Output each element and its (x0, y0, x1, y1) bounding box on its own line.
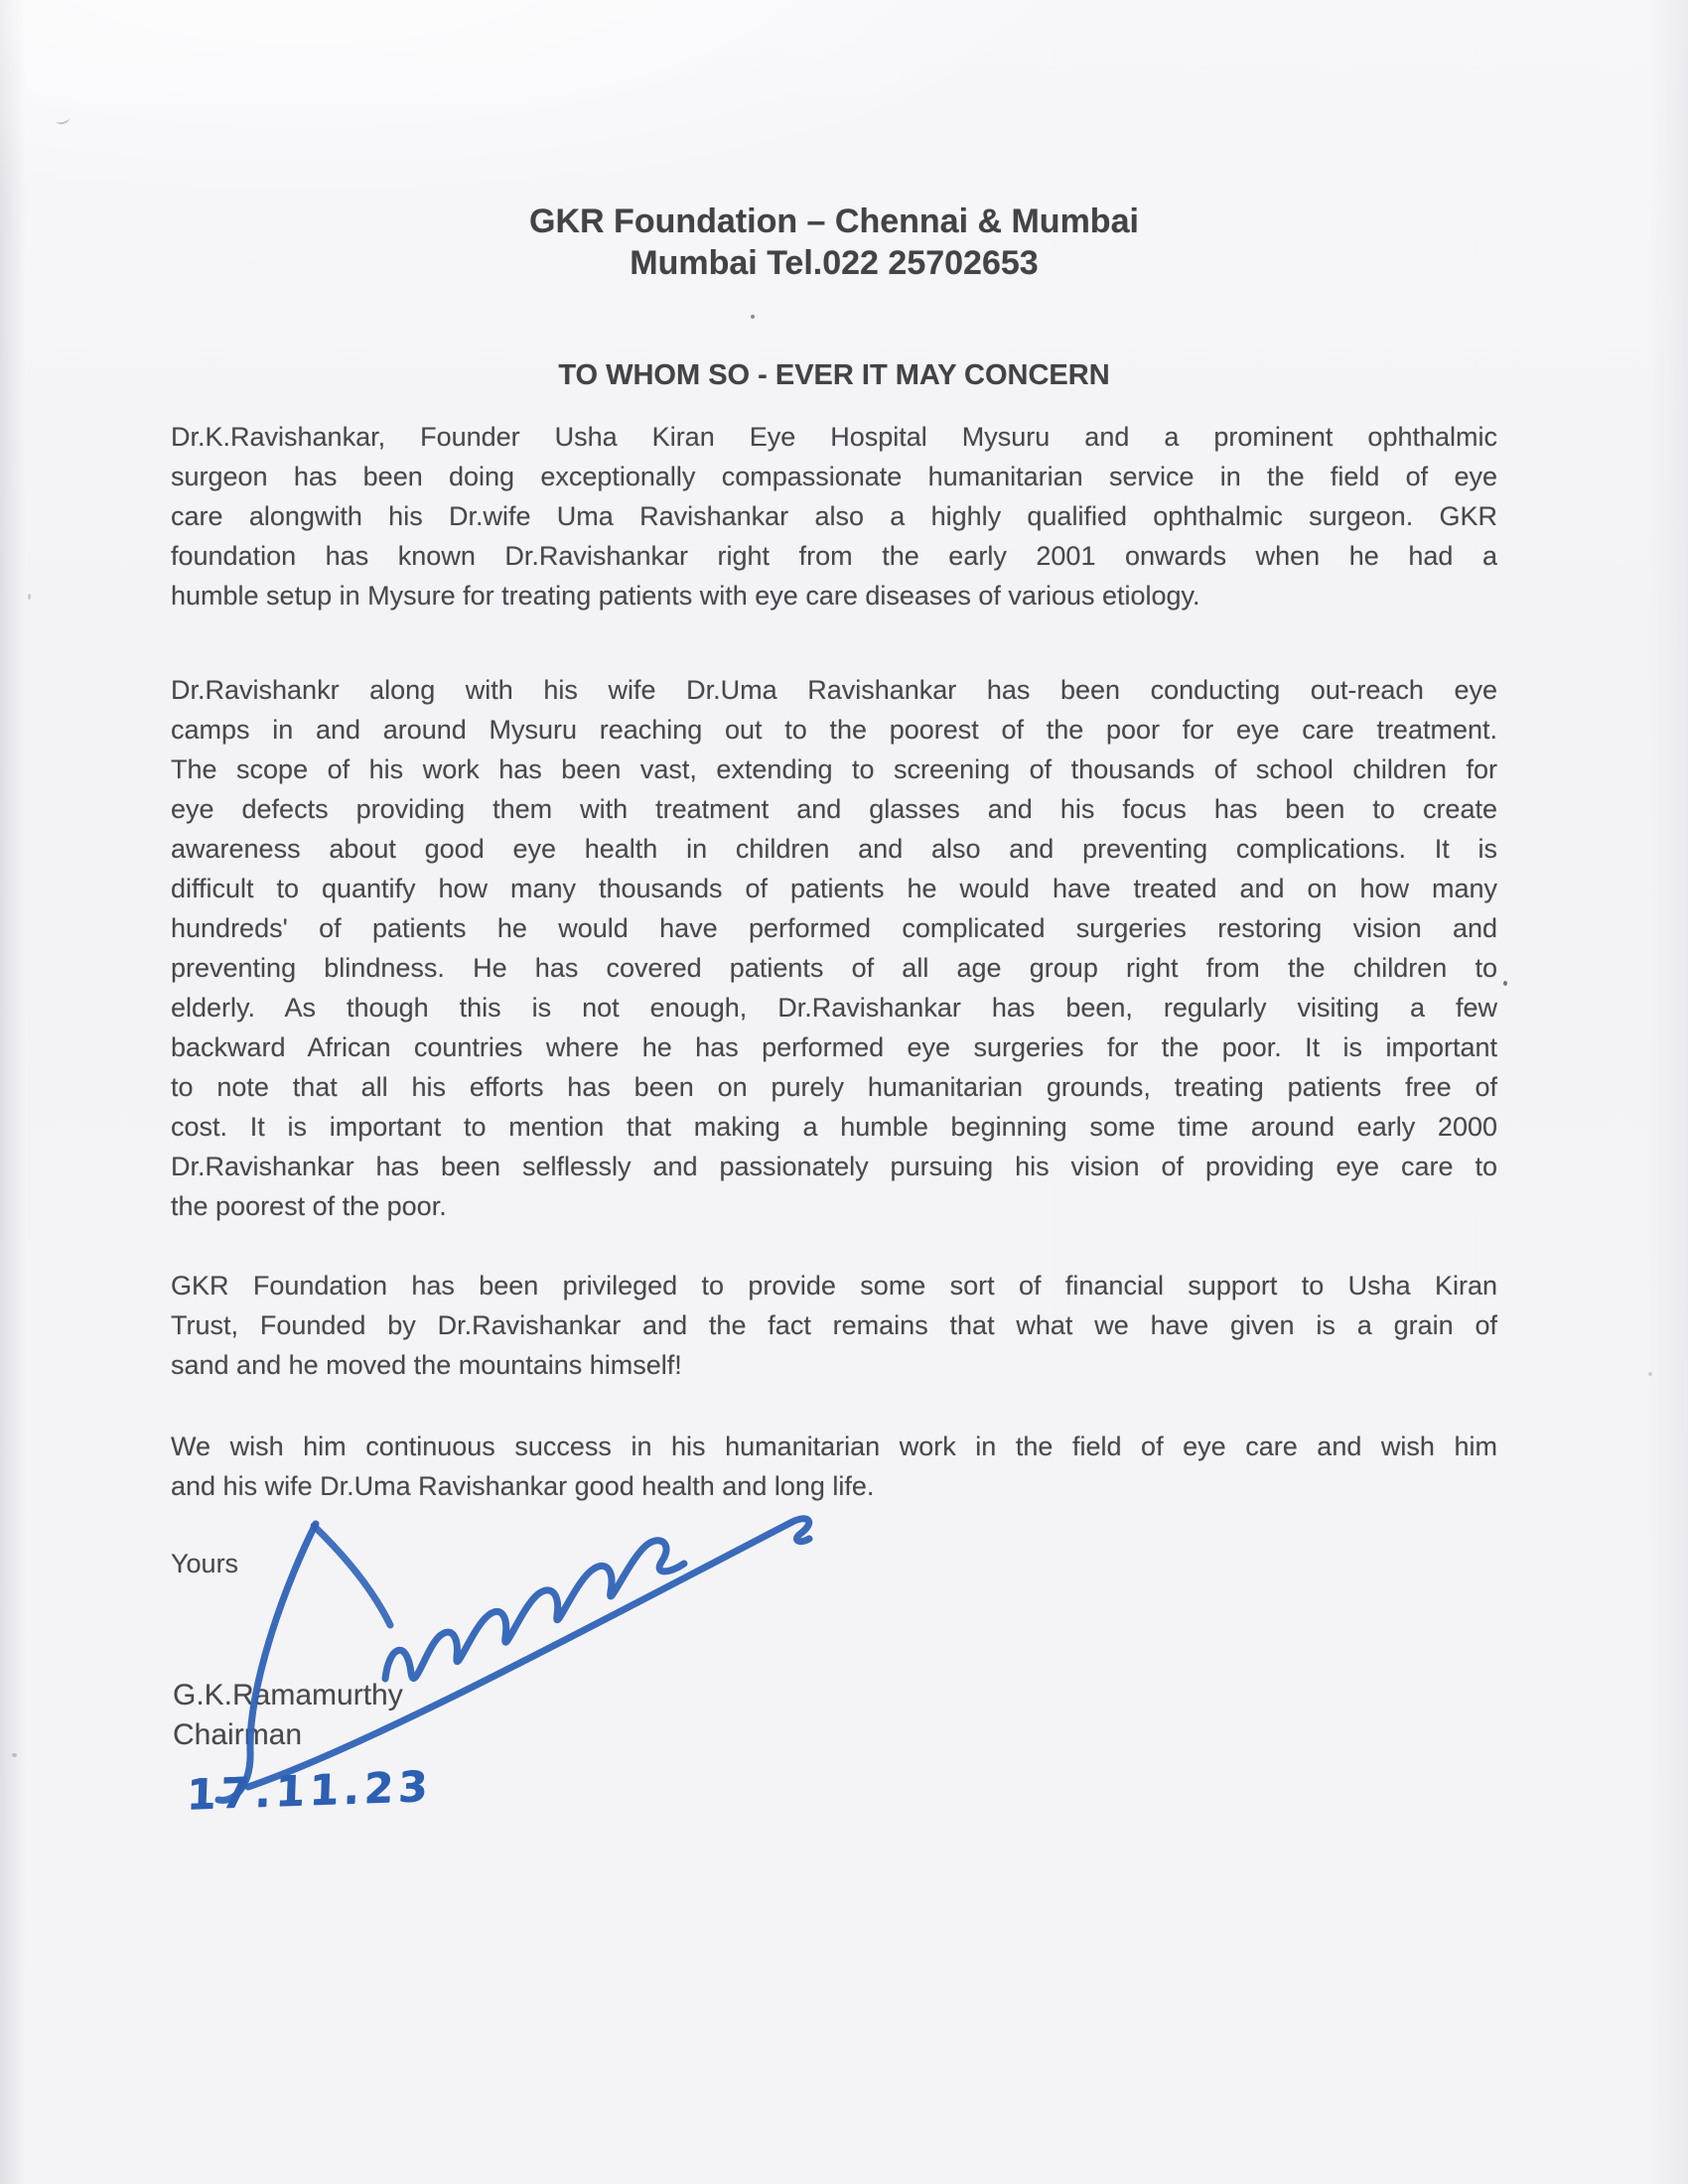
letter-line: preventing blindness. He has covered patients of all age group right from the children to (171, 953, 1497, 983)
letterhead-title: GKR Foundation – Chennai & Mumbai (529, 203, 1139, 240)
letter-line: We wish him continuous success in his humanitarian work in the field of eye care and wish him (171, 1432, 1497, 1461)
signer-title: Chairman (173, 1718, 303, 1751)
handwritten-date: 17.11.23 (186, 1761, 434, 1820)
letter-line: the poorest of the poor. (171, 1191, 447, 1221)
scan-artifact-speck (1648, 1372, 1652, 1376)
letter-line: hundreds' of patients he would have performed complicated surgeries restoring vision and (171, 913, 1497, 943)
scan-artifact-dot (751, 315, 755, 319)
scan-artifact-squiggle (55, 113, 70, 125)
letter-line: Dr.Ravishankr along with his wife Dr.Uma Ravishankar has been conducting out-reach eye (171, 675, 1497, 705)
scan-artifact-speck (12, 1753, 17, 1757)
paragraph (171, 670, 1497, 1226)
letter-line: The scope of his work has been vast, extending to screening of thousands of school children for (171, 754, 1497, 784)
letter-line: care alongwith his Dr.wife Uma Ravishankar also a highly qualified ophthalmic surgeon. GKR (171, 501, 1497, 531)
letter-line: to note that all his efforts has been on purely humanitarian grounds, treating patients free of (171, 1072, 1497, 1102)
letter-line: GKR Foundation has been privileged to provide some sort of financial support to Usha Kiran (171, 1271, 1497, 1300)
scan-artifact-dot (1503, 981, 1507, 986)
letter-line: and his wife Dr.Uma Ravishankar good health and long life. (171, 1471, 875, 1501)
letter-line: sand and he moved the mountains himself! (171, 1350, 682, 1380)
paragraph (171, 417, 1497, 615)
letterhead (171, 201, 1497, 284)
letter-line: backward African countries where he has performed eye surgeries for the poor. It is important (171, 1032, 1497, 1062)
letter-line: awareness about good eye health in children and also and preventing complications. It is (171, 834, 1497, 864)
letter-line: humble setup in Mysure for treating patients with eye care diseases of various etiology. (171, 581, 1200, 611)
closing-word: Yours (171, 1549, 239, 1578)
paragraph (171, 1266, 1497, 1385)
letter-line: elderly. As though this is not enough, Dr.Ravishankar has been, regularly visiting a few (171, 993, 1497, 1023)
letter-line: cost. It is important to mention that making a humble beginning some time around early 2000 (171, 1112, 1497, 1142)
letter-line: eye defects providing them with treatment and glasses and his focus has been to create (171, 794, 1497, 824)
letter-line: foundation has known Dr.Ravishankar right from the early 2001 onwards when he had a (171, 541, 1497, 571)
letter-line: Trust, Founded by Dr.Ravishankar and the fact remains that what we have given is a grain of (171, 1310, 1497, 1340)
scan-artifact-speck (28, 594, 31, 600)
letter-line: Dr.K.Ravishankar, Founder Usha Kiran Eye Hospital Mysuru and a prominent ophthalmic (171, 422, 1497, 452)
letter-line: difficult to quantify how many thousands of patients he would have treated and on how many (171, 874, 1497, 903)
letter-line: Dr.Ravishankar has been selflessly and passionately pursuing his vision of providing eye care to (171, 1152, 1497, 1181)
letter-line: camps in and around Mysuru reaching out to the poorest of the poor for eye care treatment. (171, 715, 1497, 745)
subject-line: TO WHOM SO - EVER IT MAY CONCERN (558, 359, 1110, 391)
letterhead-phone: Mumbai Tel.022 25702653 (630, 244, 1039, 282)
signer-name: G.K.Ramamurthy (173, 1679, 403, 1711)
paragraph (171, 1427, 1497, 1506)
letter-line: surgeon has been doing exceptionally compassionate humanitarian service in the field of eye (171, 462, 1497, 491)
letter-body (171, 417, 1497, 1506)
